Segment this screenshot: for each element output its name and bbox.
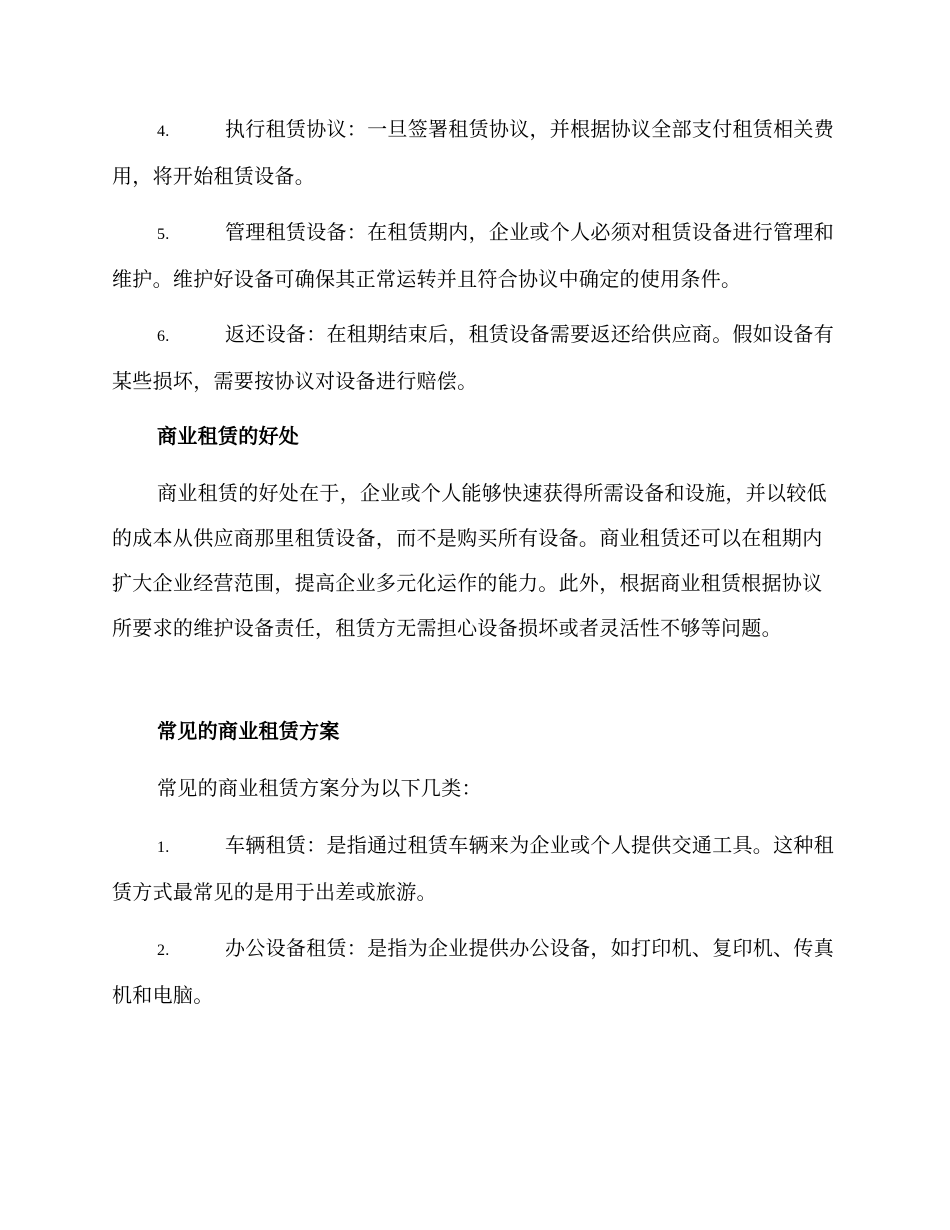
list-item-2 <box>112 926 834 1018</box>
section-heading-benefits: 商业租赁的好处 <box>157 424 300 448</box>
benefits-text: 商业租赁的好处在于，企业或个人能够快速获得所需设备和设施，并以较低的成本从供应商那里租赁设备，而不是购买所有设备。商业租赁还可以在租期内扩大企业经营范围，提高企业多元化运作的能力。此外，根据商业租赁根据协议所要求的维护设备责任，租赁方无需担心设备损坏或者灵活性不够等问题。 <box>112 481 827 640</box>
list-text: 办公设备租赁：是指为企业提供办公设备，如打印机、复印机、传真机和电脑。 <box>112 936 834 1007</box>
plans-intro-text: 常见的商业租赁方案分为以下几类： <box>157 776 482 800</box>
benefits-paragraph <box>112 471 834 651</box>
list-item-5 <box>112 210 834 302</box>
list-number: 5. <box>157 226 170 243</box>
list-item-4 <box>112 107 834 199</box>
list-number: 1. <box>157 839 170 856</box>
list-number: 6. <box>157 328 170 345</box>
plans-intro-paragraph <box>112 766 834 811</box>
list-number: 4. <box>157 123 170 140</box>
list-number: 2. <box>157 942 170 959</box>
list-item-6 <box>112 312 834 404</box>
list-text: 返还设备：在租期结束后，租赁设备需要返还给供应商。假如设备有某些损坏，需要按协议对设备进行赔偿。 <box>112 322 834 393</box>
section-heading-plans: 常见的商业租赁方案 <box>157 719 340 743</box>
list-text: 执行租赁协议：一旦签署租赁协议，并根据协议全部支付租赁相关费用，将开始租赁设备。 <box>112 117 834 188</box>
list-text: 管理租赁设备：在租赁期内，企业或个人必须对租赁设备进行管理和维护。维护好设备可确保其正常运转并且符合协议中确定的使用条件。 <box>112 220 834 291</box>
list-text: 车辆租赁：是指通过租赁车辆来为企业或个人提供交通工具。这种租赁方式最常见的是用于出差或旅游。 <box>112 833 834 904</box>
list-item-1 <box>112 823 834 915</box>
